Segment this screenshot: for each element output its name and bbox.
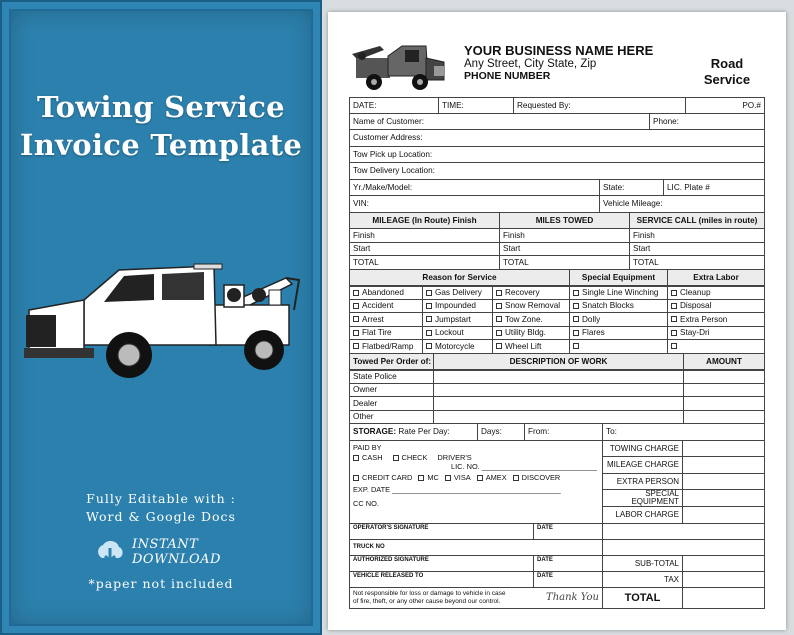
delivery-location-field[interactable]: Tow Delivery Location: bbox=[353, 166, 435, 176]
special-equipment-label: SPECIAL EQUIPMENT bbox=[603, 490, 683, 506]
reason-row bbox=[349, 327, 765, 341]
payment-block bbox=[349, 441, 765, 524]
vehicle-mileage-field[interactable]: Vehicle Mileage: bbox=[603, 199, 663, 209]
form-row bbox=[349, 97, 765, 114]
charges-section bbox=[603, 441, 764, 523]
checkbox-option[interactable] bbox=[668, 340, 764, 353]
time-field[interactable]: TIME: bbox=[439, 98, 514, 113]
checkbox[interactable] bbox=[477, 475, 483, 481]
header-truck-icon bbox=[350, 42, 446, 92]
checkbox[interactable] bbox=[445, 475, 451, 481]
vin-field[interactable]: VIN: bbox=[350, 196, 600, 212]
disclaimer: Not responsible for loss or damage to vehicle in case of fire, theft, or any other cause beyond our control. bbox=[353, 590, 506, 605]
download-text: INSTANT DOWNLOAD bbox=[132, 537, 221, 567]
equipment-header: Special Equipment bbox=[570, 270, 668, 286]
tax-value[interactable] bbox=[683, 572, 764, 587]
date-field[interactable]: DATE: bbox=[350, 98, 439, 113]
checkbox-option[interactable]: Arrest bbox=[350, 313, 423, 326]
service-total[interactable]: TOTAL bbox=[633, 257, 659, 267]
special-equipment-value[interactable] bbox=[683, 490, 764, 506]
labor-header: Extra Labor bbox=[668, 270, 764, 286]
lic-plate-field[interactable]: LIC. Plate # bbox=[667, 182, 710, 192]
from-field[interactable]: From: bbox=[525, 424, 603, 440]
released-date-field[interactable]: DATE bbox=[537, 572, 553, 579]
order-label[interactable]: Dealer bbox=[350, 397, 434, 410]
description-header: DESCRIPTION OF WORK bbox=[434, 354, 684, 370]
checkbox[interactable] bbox=[353, 343, 359, 349]
business-street[interactable]: Any Street, City State, Zip bbox=[464, 58, 597, 70]
checkbox[interactable] bbox=[671, 343, 677, 349]
reason-row bbox=[349, 340, 765, 354]
total-label: TOTAL bbox=[603, 588, 683, 608]
checkbox[interactable] bbox=[426, 316, 432, 322]
checkbox-option[interactable]: Flat Tire bbox=[350, 327, 423, 340]
service-finish[interactable]: Finish bbox=[633, 230, 655, 240]
checkbox-option[interactable]: Extra Person bbox=[668, 313, 764, 326]
mileage-header-row bbox=[349, 213, 765, 230]
checkbox-option[interactable]: Single Line Winching bbox=[570, 287, 668, 299]
checkbox-option[interactable]: Snatch Blocks bbox=[570, 300, 668, 313]
credit-card-option[interactable]: CREDIT CARD bbox=[353, 473, 412, 482]
checkbox[interactable] bbox=[573, 343, 579, 349]
truck-no-field[interactable]: TRUCK NO bbox=[353, 544, 385, 550]
checkbox-option[interactable]: Abandoned bbox=[350, 287, 423, 299]
form-row bbox=[349, 130, 765, 147]
operator-signature-field[interactable]: OPERATOR'S SIGNATURE bbox=[350, 524, 534, 539]
cash-option[interactable]: CASH bbox=[353, 453, 383, 462]
mileage-header: MILEAGE (In Route) Finish bbox=[350, 213, 500, 229]
drivers-lic-field[interactable]: LIC. NO. ____________________________ bbox=[451, 461, 597, 471]
checkbox-option[interactable]: Recovery bbox=[493, 287, 570, 299]
checkbox-option[interactable]: Stay-Dri bbox=[668, 327, 764, 340]
towed-per-header: Towed Per Order of: bbox=[350, 354, 434, 370]
promo-panel bbox=[0, 0, 322, 635]
checkbox[interactable] bbox=[426, 343, 432, 349]
reason-row bbox=[349, 286, 765, 300]
work-header-row bbox=[349, 354, 765, 371]
checkbox[interactable] bbox=[573, 330, 579, 336]
pickup-location-field[interactable]: Tow Pick up Location: bbox=[353, 149, 433, 159]
tow-truck-illustration bbox=[24, 250, 304, 390]
storage-row bbox=[349, 424, 765, 441]
checkbox-option[interactable] bbox=[570, 340, 668, 353]
vehicle-released-field[interactable]: VEHICLE RELEASED TO bbox=[350, 572, 534, 587]
operator-date-field[interactable]: DATE bbox=[537, 524, 553, 531]
sub-total-label: SUB-TOTAL bbox=[603, 556, 683, 571]
checkbox[interactable] bbox=[573, 290, 579, 296]
requested-by-field[interactable]: Requested By: bbox=[514, 98, 686, 113]
checkbox[interactable] bbox=[496, 290, 502, 296]
checkbox[interactable] bbox=[353, 475, 359, 481]
checkbox[interactable] bbox=[513, 475, 519, 481]
checkbox[interactable] bbox=[573, 316, 579, 322]
checkbox[interactable] bbox=[671, 330, 677, 336]
amount-cell[interactable] bbox=[684, 384, 764, 397]
order-row bbox=[349, 384, 765, 398]
checkbox[interactable] bbox=[353, 290, 359, 296]
phone-field[interactable]: Phone: bbox=[653, 116, 679, 126]
checkbox[interactable] bbox=[426, 330, 432, 336]
checkbox[interactable] bbox=[496, 343, 502, 349]
work-description-cell[interactable] bbox=[434, 384, 684, 397]
total-value[interactable] bbox=[683, 588, 764, 608]
reason-header: Reason for Service bbox=[350, 270, 570, 286]
discover-option[interactable]: DISCOVER bbox=[513, 473, 561, 482]
reason-row bbox=[349, 313, 765, 327]
mileage-total[interactable]: TOTAL bbox=[350, 256, 500, 269]
checkbox[interactable] bbox=[353, 303, 359, 309]
totals-section bbox=[603, 524, 764, 608]
order-rows bbox=[349, 370, 765, 424]
labor-charge-label: LABOR CHARGE bbox=[603, 507, 683, 523]
po-field[interactable]: PO.# bbox=[742, 100, 761, 110]
invoice-form bbox=[349, 97, 765, 609]
order-label[interactable]: State Police bbox=[350, 371, 434, 383]
reason-header-row bbox=[349, 270, 765, 287]
mileage-start[interactable]: Start bbox=[350, 243, 500, 256]
amount-header: AMOUNT bbox=[684, 354, 764, 370]
order-label[interactable]: Other bbox=[350, 411, 434, 424]
checkbox[interactable] bbox=[426, 303, 432, 309]
checkbox-option[interactable]: Impounded bbox=[423, 300, 493, 313]
checkbox-option[interactable]: Gas Delivery bbox=[423, 287, 493, 299]
cloud-download-icon bbox=[94, 536, 126, 568]
to-field[interactable]: To: bbox=[606, 427, 617, 437]
authorized-signature-field[interactable]: AUTHORIZED SIGNATURE bbox=[350, 556, 534, 571]
mileage-charge-value[interactable] bbox=[683, 457, 764, 473]
mc-option[interactable]: MC bbox=[418, 473, 439, 482]
checkbox[interactable] bbox=[671, 303, 677, 309]
road-service-title: Road Service bbox=[703, 56, 751, 87]
payment-section: PAID BY CASH CHECK DRIVER'S LIC. NO. ____________________________ CREDIT CARD MC VISA AMEX DISCOVER EXP. DATE _________________________________________ CC NO. bbox=[350, 441, 603, 523]
checkbox-option[interactable]: Tow Zone. bbox=[493, 313, 570, 326]
amount-cell[interactable] bbox=[684, 371, 764, 383]
checkbox-option[interactable]: Motorcycle bbox=[423, 340, 493, 353]
order-row bbox=[349, 397, 765, 411]
checkbox-option[interactable]: Snow Removal bbox=[493, 300, 570, 313]
checkbox[interactable] bbox=[393, 455, 399, 461]
checkbox-option[interactable]: Cleanup bbox=[668, 287, 764, 299]
days-field[interactable]: Days: bbox=[478, 424, 525, 440]
authorized-date-field[interactable]: DATE bbox=[537, 556, 553, 563]
form-row bbox=[349, 114, 765, 131]
mileage-row bbox=[349, 243, 765, 257]
order-label[interactable]: Owner bbox=[350, 384, 434, 397]
mileage-charge-label: MILEAGE CHARGE bbox=[603, 457, 683, 473]
checkbox[interactable] bbox=[418, 475, 424, 481]
checkbox[interactable] bbox=[353, 455, 359, 461]
yr-make-model-field[interactable]: Yr./Make/Model: bbox=[350, 180, 600, 196]
tax-label: TAX bbox=[603, 572, 683, 587]
checkbox-option[interactable]: Wheel Lift bbox=[493, 340, 570, 353]
checkbox[interactable] bbox=[496, 316, 502, 322]
amount-cell[interactable] bbox=[684, 411, 764, 424]
checkbox-option[interactable]: Dolly bbox=[570, 313, 668, 326]
sub-total-value[interactable] bbox=[683, 556, 764, 571]
check-option[interactable]: CHECK bbox=[393, 453, 428, 462]
amex-option[interactable]: AMEX bbox=[477, 473, 507, 482]
extra-person-value[interactable] bbox=[683, 474, 764, 490]
checkbox[interactable] bbox=[353, 316, 359, 322]
checkbox[interactable] bbox=[496, 330, 502, 336]
checkbox-option[interactable]: Jumpstart bbox=[423, 313, 493, 326]
towed-finish[interactable]: Finish bbox=[500, 229, 630, 242]
checkbox[interactable] bbox=[353, 330, 359, 336]
mileage-row bbox=[349, 256, 765, 270]
checkbox[interactable] bbox=[671, 316, 677, 322]
amount-cell[interactable] bbox=[684, 397, 764, 410]
form-row bbox=[349, 180, 765, 197]
order-row bbox=[349, 370, 765, 384]
order-row bbox=[349, 411, 765, 425]
mileage-finish[interactable]: Finish bbox=[350, 229, 500, 242]
work-description-cell[interactable] bbox=[434, 411, 684, 424]
checkbox-option[interactable]: Flatbed/Ramp bbox=[350, 340, 423, 353]
editable-note: Fully Editable with : Word & Google Docs bbox=[86, 491, 236, 524]
checkbox[interactable] bbox=[426, 290, 432, 296]
exp-date-field[interactable]: EXP. DATE _________________________________________ bbox=[353, 484, 561, 494]
towing-charge-value[interactable] bbox=[683, 441, 764, 457]
labor-charge-value[interactable] bbox=[683, 507, 764, 523]
reason-rows bbox=[349, 286, 765, 354]
business-phone[interactable]: PHONE NUMBER bbox=[464, 70, 551, 82]
checkbox[interactable] bbox=[496, 303, 502, 309]
business-name[interactable]: YOUR BUSINESS NAME HERE bbox=[464, 43, 654, 58]
miles-towed-header: MILES TOWED bbox=[500, 213, 630, 229]
checkbox-option[interactable]: Utility Bldg. bbox=[493, 327, 570, 340]
work-description-cell[interactable] bbox=[434, 397, 684, 410]
signature-block bbox=[349, 524, 765, 609]
paper-note: *paper not included bbox=[88, 576, 234, 591]
drivers-lic-label: DRIVER'S bbox=[437, 452, 472, 462]
promo-title: Towing Service Invoice Template bbox=[19, 90, 303, 162]
checkbox-option[interactable]: Disposal bbox=[668, 300, 764, 313]
checkbox[interactable] bbox=[573, 303, 579, 309]
towed-total[interactable]: TOTAL bbox=[500, 256, 630, 269]
form-row bbox=[349, 163, 765, 180]
instant-download-badge bbox=[94, 536, 221, 568]
storage-rate-field[interactable]: STORAGE: Rate Per Day: bbox=[350, 424, 478, 440]
checkbox[interactable] bbox=[671, 290, 677, 296]
towing-charge-label: TOWING CHARGE bbox=[603, 441, 683, 457]
form-row bbox=[349, 196, 765, 213]
checkbox-option[interactable]: Lockout bbox=[423, 327, 493, 340]
state-field[interactable]: State: bbox=[600, 180, 664, 196]
mileage-row bbox=[349, 229, 765, 243]
extra-person-label: EXTRA PERSON bbox=[603, 474, 683, 490]
customer-name-field[interactable]: Name of Customer: bbox=[350, 114, 650, 130]
customer-address-field[interactable]: Customer Address: bbox=[353, 133, 423, 143]
cc-no-field[interactable]: CC NO. bbox=[353, 498, 379, 508]
work-description-cell[interactable] bbox=[434, 371, 684, 383]
service-call-header: SERVICE CALL (miles in route) bbox=[630, 213, 764, 229]
checkbox-option[interactable]: Accident bbox=[350, 300, 423, 313]
thank-you: Thank You bbox=[546, 592, 599, 603]
signature-section bbox=[350, 524, 603, 608]
service-start[interactable]: Start bbox=[633, 244, 651, 254]
towed-start[interactable]: Start bbox=[500, 243, 630, 256]
form-row bbox=[349, 147, 765, 164]
reason-row bbox=[349, 300, 765, 314]
checkbox-option[interactable]: Flares bbox=[570, 327, 668, 340]
invoice-sheet bbox=[328, 12, 786, 630]
visa-option[interactable]: VISA bbox=[445, 473, 471, 482]
